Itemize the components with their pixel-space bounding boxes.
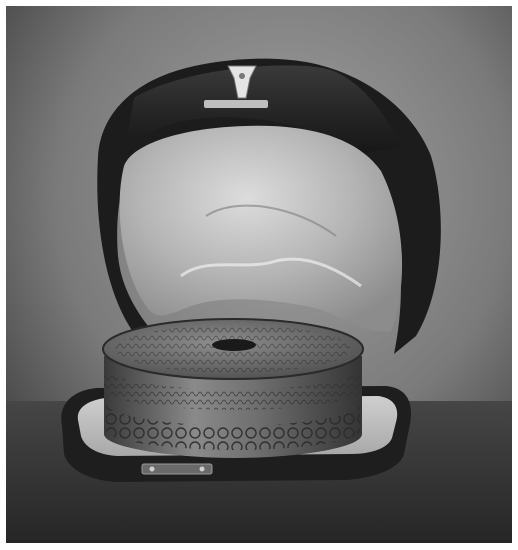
base-clasp (142, 464, 212, 474)
photograph (6, 6, 512, 543)
photo-canvas (6, 6, 512, 543)
round-box-center-hole (212, 339, 256, 351)
